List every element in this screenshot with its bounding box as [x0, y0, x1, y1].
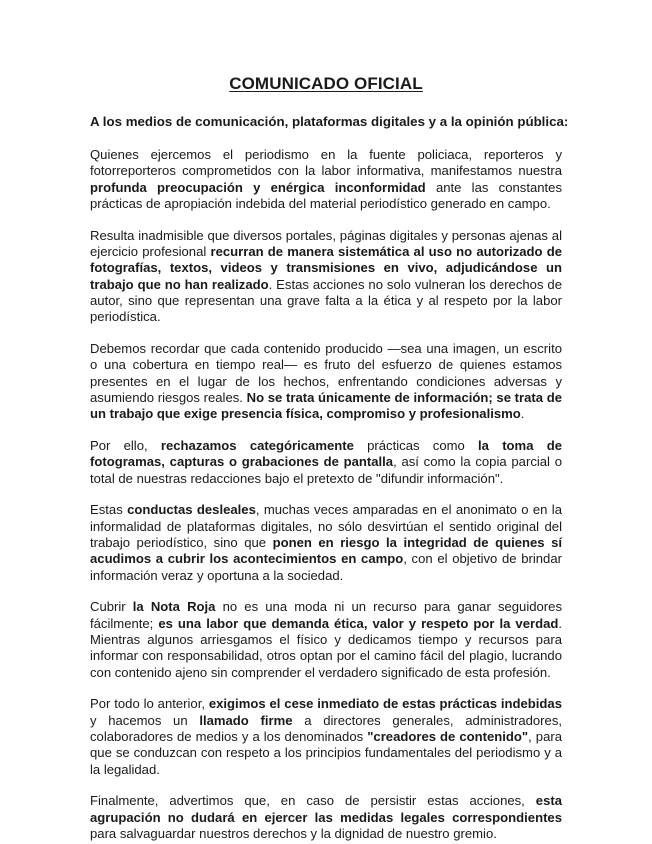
paragraph-text: . Mientras algunos arriesgamos el físico y dedicamos tiempo y recursos para informar con responsabilidad, otros optan por el camino fácil del plagio, lucrando con contenido ajeno sin comprender el verdadero significado de esta profesión.	[90, 615, 562, 680]
paragraph-text: Finalmente, advertimos que, en caso de persistir estas acciones,	[90, 793, 536, 809]
salutation: A los medios de comunicación, plataformas digitales y a la opinión pública:	[90, 114, 569, 129]
emphasized-text: profunda preocupación y enérgica inconformidad	[90, 179, 426, 195]
paragraph-text: prácticas como	[353, 437, 479, 453]
paragraph-text: Debemos recordar que cada contenido producido —sea una imagen, un escrito o una cobertura en tiempo real— es fruto del esfuerzo de quienes estamos presentes en el lugar de los hechos, enfrentando condiciones adversas y asumiendo riesgos reales.	[90, 340, 562, 405]
paragraph-text: .	[520, 406, 525, 422]
paragraph-text: no es una moda ni un recurso para ganar seguidores fácilmente;	[90, 599, 562, 631]
body-paragraph	[90, 599, 562, 680]
paragraph-text: Por ello,	[90, 437, 161, 453]
paragraph-text: , con el objetivo de brindar información veraz y oportuna a la sociedad.	[90, 551, 562, 583]
paragraph-text: , muchas veces amparadas en el anonimato o en la informalidad de plataformas digitales, no sólo desvirtúan el sentido original del trabajo periodístico, sino que	[90, 502, 562, 550]
emphasized-text: esta agrupación no dudará en ejercer las medidas legales correspondientes	[90, 793, 562, 825]
body-paragraph	[90, 438, 562, 487]
body-paragraph	[90, 696, 562, 777]
paragraph-text: Cubrir	[90, 599, 133, 615]
body-paragraph	[90, 147, 562, 212]
emphasized-text: No se trata únicamente de información; se trata de un trabajo que exige presencia física, compromiso y profesionalismo	[90, 389, 563, 422]
emphasized-text: exigimos el cese inmediato de estas prácticas indebidas	[208, 696, 562, 712]
body-paragraph	[90, 502, 562, 583]
paragraph-text: y hacemos un	[90, 712, 200, 728]
paragraph-text: a directores generales, administradores, colaboradores de medios y a los denominados	[90, 712, 563, 744]
body-paragraph	[90, 341, 562, 422]
body-paragraph	[90, 228, 562, 326]
emphasized-text: llamado firme	[199, 712, 293, 728]
paragraph-text: Quienes ejercemos el periodismo en la fuente policiaca, reporteros y fotorreporteros comprometidos con la labor informativa, manifestamos nuestra	[90, 147, 562, 179]
emphasized-text: es una labor que demanda ética, valor y respeto por la verdad	[158, 615, 559, 631]
paragraph-text: Resulta inadmisible que diversos portales, páginas digitales y personas ajenas al ejercicio profesional	[90, 227, 562, 259]
emphasized-text: recurran de manera sistemática al uso no autorizado de fotografías, textos, videos y transmisiones en vivo, adjudicándose un trabajo que no han realizado	[90, 243, 562, 292]
paragraph-text: , así como la copia parcial o total de nuestras redacciones bajo el pretexto de "difundir información".	[90, 454, 562, 486]
body-paragraph	[90, 793, 562, 842]
paragraph-text: Estas	[90, 502, 128, 518]
paragraph-text: Por todo lo anterior,	[90, 696, 209, 712]
paragraph-text: ante las constantes prácticas de apropiación indebida del material periodístico generado en campo.	[90, 179, 563, 211]
emphasized-text: ponen en riesgo la integridad de quienes sí acudimos a cubrir los acontecimientos en campo	[90, 534, 562, 567]
paragraph-text: para salvaguardar nuestros derechos y la dignidad de nuestro gremio.	[90, 825, 497, 841]
emphasized-text: la Nota Roja	[132, 599, 216, 615]
emphasized-text: la toma de fotogramas, capturas o grabaciones de pantalla	[90, 437, 562, 470]
emphasized-text: rechazamos categóricamente	[160, 437, 354, 453]
emphasized-text: conductas desleales	[127, 502, 256, 518]
document-title: COMUNICADO OFICIAL	[229, 74, 423, 93]
paragraph-text: , para que se conduzcan con respeto a los principios fundamentales del periodismo y a la legalidad.	[90, 728, 563, 777]
paragraph-text: . Estas acciones no solo vulneran los derechos de autor, sino que representan una grave falta a la ética y al respeto por la labor periodística.	[90, 276, 562, 325]
emphasized-text: "creadores de contenido"	[367, 728, 529, 744]
document-body	[90, 147, 562, 842]
